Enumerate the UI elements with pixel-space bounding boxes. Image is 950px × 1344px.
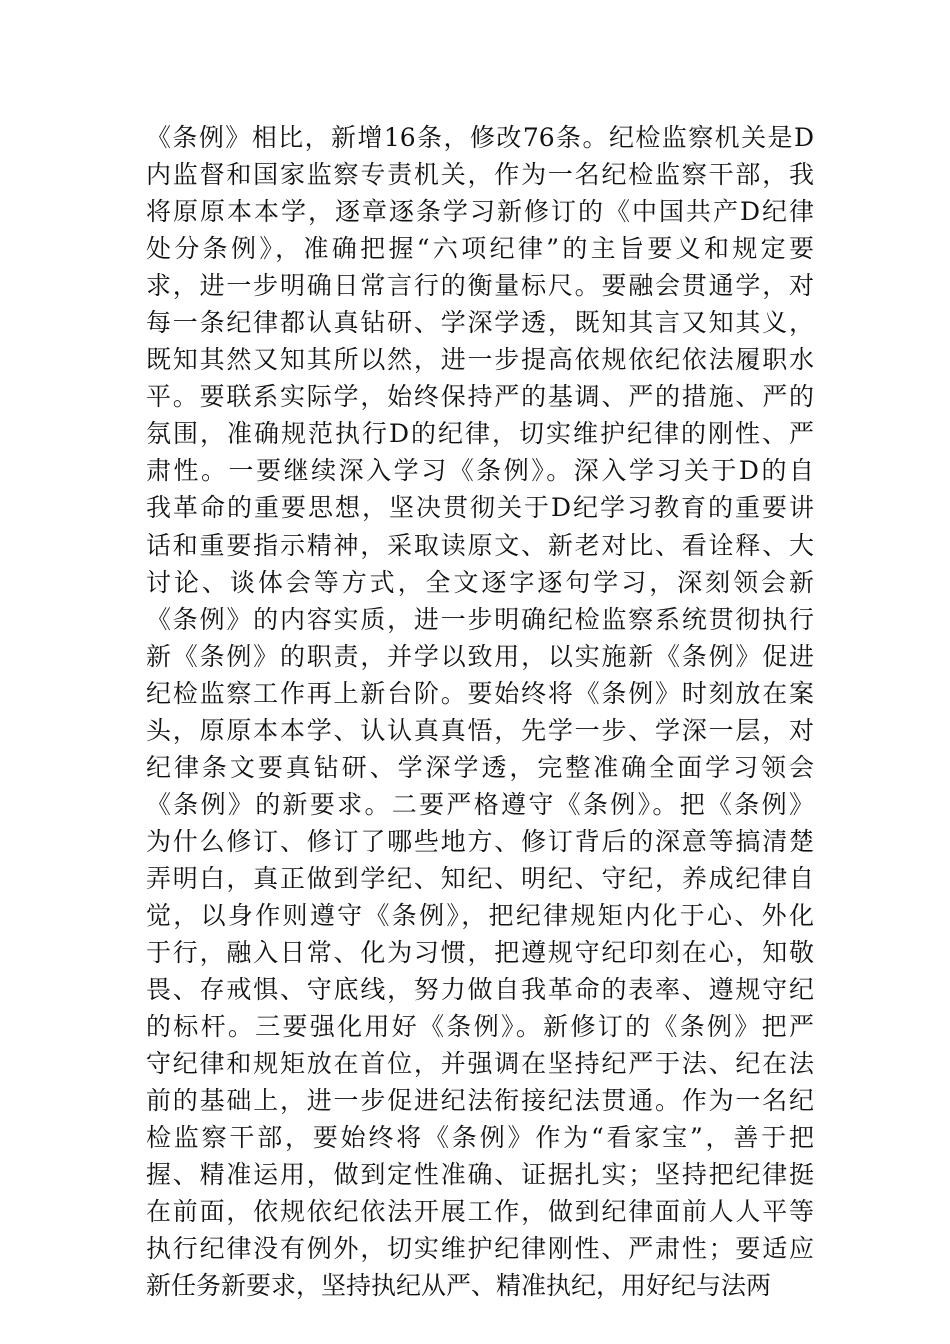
text-line: 检监察干部，要始终将《条例》作为“看家宝”，善于把: [146, 1123, 814, 1153]
text-line: 守纪律和规矩放在首位，并强调在坚持纪严于法、纪在法: [146, 1049, 814, 1079]
text-line: 处分条例》，准确把握“六项纪律”的主旨要义和规定要: [146, 234, 814, 264]
text-line: 于行，融入日常、化为习惯，把遵规守纪印刻在心，知敬: [146, 938, 814, 968]
text-line: 弄明白，真正做到学纪、知纪、明纪、守纪，养成纪律自: [146, 863, 814, 893]
text-line: 头，原原本本学、认认真真悟，先学一步、学深一层，对: [146, 715, 814, 745]
text-line: 纪律条文要真钻研、学深学透，完整准确全面学习领会: [146, 752, 814, 782]
text-line: 前的基础上，进一步促进纪法衔接纪法贯通。作为一名纪: [146, 1086, 814, 1116]
text-line: 的标杆。三要强化用好《条例》。新修订的《条例》把严: [146, 1012, 814, 1042]
text-line: 我革命的重要思想，坚决贯彻关于D纪学习教育的重要讲: [146, 493, 814, 523]
text-line: 《条例》的内容实质，进一步明确纪检监察系统贯彻执行: [146, 604, 814, 634]
text-line: 肃性。一要继续深入学习《条例》。深入学习关于D的自: [146, 456, 814, 486]
text-line: 求，进一步明确日常言行的衡量标尺。要融会贯通学，对: [146, 271, 814, 301]
text-line: 每一条纪律都认真钻研、学深学透，既知其言又知其义，: [146, 308, 814, 338]
text-line: 纪检监察工作再上新台阶。要始终将《条例》时刻放在案: [146, 678, 814, 708]
text-line: 氛围，准确规范执行D的纪律，切实维护纪律的刚性、严: [146, 419, 814, 449]
text-line: 既知其然又知其所以然，进一步提高依规依纪依法履职水: [146, 345, 814, 375]
text-line: 握、精准运用，做到定性准确、证据扎实；坚持把纪律挺: [146, 1160, 814, 1190]
text-line: 《条例》相比，新增16条，修改76条。纪检监察机关是D: [146, 123, 814, 152]
text-line: 在前面，依规依纪依法开展工作，做到纪律面前人人平等: [146, 1197, 814, 1227]
body-paragraph: [146, 119, 814, 1305]
text-line: 内监督和国家监察专责机关，作为一名纪检监察干部，我: [146, 160, 814, 190]
text-line: 讨论、谈体会等方式，全文逐字逐句学习，深刻领会新: [146, 567, 814, 597]
text-line: 《条例》的新要求。二要严格遵守《条例》。把《条例》: [146, 789, 814, 819]
text-line: 将原原本本学，逐章逐条学习新修订的《中国共产D纪律: [146, 197, 814, 227]
text-line: 新《条例》的职责，并学以致用，以实施新《条例》促进: [146, 641, 814, 671]
text-line: 平。要联系实际学，始终保持严的基调、严的措施、严的: [146, 382, 814, 412]
text-line: 执行纪律没有例外，切实维护纪律刚性、严肃性；要适应: [146, 1234, 814, 1264]
text-line: 觉，以身作则遵守《条例》，把纪律规矩内化于心、外化: [146, 900, 814, 930]
text-line: 话和重要指示精神，采取读原文、新老对比、看诠释、大: [146, 530, 814, 560]
text-line: 畏、存戒惧、守底线，努力做自我革命的表率、遵规守纪: [146, 975, 814, 1005]
text-line: 新任务新要求，坚持执纪从严、精准执纪，用好纪与法两: [146, 1271, 772, 1301]
text-line: 为什么修订、修订了哪些地方、修订背后的深意等搞清楚: [146, 826, 814, 856]
